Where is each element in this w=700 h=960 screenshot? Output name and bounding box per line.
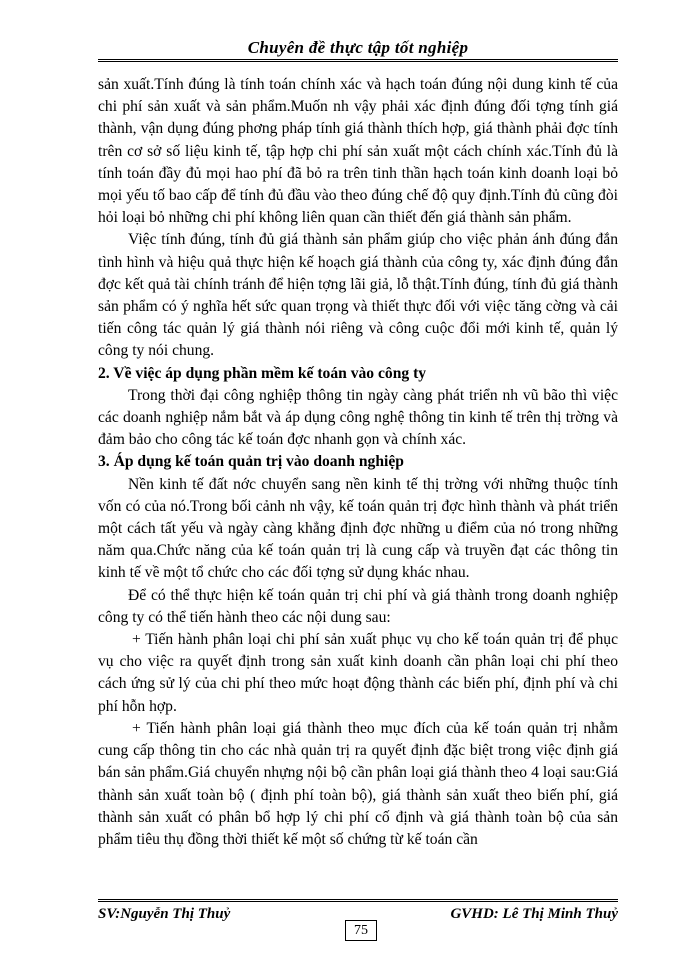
- footer-student-name: SV:Nguyễn Thị Thuỷ: [98, 906, 231, 922]
- paragraph-2: Việc tính đúng, tính đủ giá thành sản phẩm giúp cho việc phản ánh đúng đắn tình hình và hiệu quả thực hiện kế hoạch giá thành của công ty, xác định đúng đắn đợc kết quả tài chính tránh để hiện tợng lãi giả, lỗ thật.Tính đúng, tính đủ giá thành sản phẩm có ý nghĩa hết sức quan trọng và thiết thực đối với việc tăng cờng và cải tiến công tác quản lý giá thành nói riêng và công cuộc đổi mới kinh tế, quản lý công ty nói chung.: [98, 231, 618, 360]
- page-number: 75: [345, 920, 377, 941]
- footer-advisor-name: GVHD: Lê Thị Minh Thuỷ: [450, 906, 618, 922]
- paragraph-3: Trong thời đại công nghiệp thông tin ngày càng phát triển nh vũ bão thì việc các doanh nghiệp nắm bắt và áp dụng công nghệ thông tin kinh tế trên thị trờng và đảm bảo cho công tác kế toán đợc nhanh gọn và chính xác.: [98, 386, 618, 449]
- bullet-item-1: + Tiến hành phân loại chi phí sản xuất phục vụ cho kế toán quản trị để phục vụ cho việc ra quyết định trong sản xuất kinh doanh cần phân loại chi phí theo cách ứng sử lý của chi phí theo mức hoạt động thành các biến phí, định phí và chi phí hỗn hợp.: [98, 631, 618, 715]
- paragraph-4: Nền kinh tế đất nớc chuyển sang nền kinh tế thị trờng với những thuộc tính vốn có của nó.Trong bối cảnh nh vậy, kế toán quản trị đợc hình thành và phát triển một cách tất yếu và ngày càng khẳng định đợc những u điểm của nó trong những năm qua.Chức năng của kế toán quản trị là cung cấp và truyền đạt các thông tin kinh tế về một tổ chức cho các đối tợng sử dụng khác nhau.: [98, 475, 618, 582]
- section-heading-2: 2. Về việc áp dụng phần mềm kế toán vào công ty: [98, 364, 427, 382]
- footer-divider: [98, 899, 618, 902]
- section-heading-3: 3. Áp dụng kế toán quản trị vào doanh nghiệp: [98, 453, 404, 471]
- body-text: [98, 74, 618, 851]
- paragraph-5: Để có thể thực hiện kế toán quản trị chi phí và giá thành trong doanh nghiệp công ty có thể tiến hành theo các nội dung sau:: [98, 586, 618, 626]
- page-header-title: Chuyên đề thực tập tốt nghiệp: [247, 38, 469, 57]
- header-divider: [98, 59, 618, 62]
- bullet-item-2: + Tiến hành phân loại giá thành theo mục đích của kế toán quản trị nhằm cung cấp thông tin cho các nhà quản trị ra quyết định đặc biệt trong việc định giá bán sản phẩm.Giá chuyển nhựng nội bộ cần phân loại giá thành theo 4 loại sau:Giá thành sản xuất toàn bộ ( định phí toàn bộ), giá thành sản xuất theo biến phí, giá thành sản xuất có phân bổ hợp lý chi phí cố định và giá thành toàn bộ của sản phẩm tiêu thụ đồng thời thiết kế một số chứng từ kế toán cần: [98, 719, 618, 848]
- paragraph-1: sản xuất.Tính đúng là tính toán chính xác và hạch toán đúng nội dung kinh tế của chi phí sản xuất và sản phẩm.Muốn nh vậy phải xác định đúng đối tợng tính giá thành, vận dụng đúng phơng pháp tính giá thành thích hợp, giá thành phải đợc tính trên cơ sở số liệu kinh tế, tập hợp chi phí sản xuất một cách chính xác.Tính đủ là tính toán đầy đủ mọi hao phí đã bỏ ra trên tinh thần hạch toán kinh doanh loại bỏ mọi yếu tố bao cấp để tính đủ đầu vào theo đúng chế độ quy định.Tính đủ cũng đòi hỏi loại bỏ những chi phí không liên quan cần thiết đến giá thành sản phẩm.: [98, 76, 618, 227]
